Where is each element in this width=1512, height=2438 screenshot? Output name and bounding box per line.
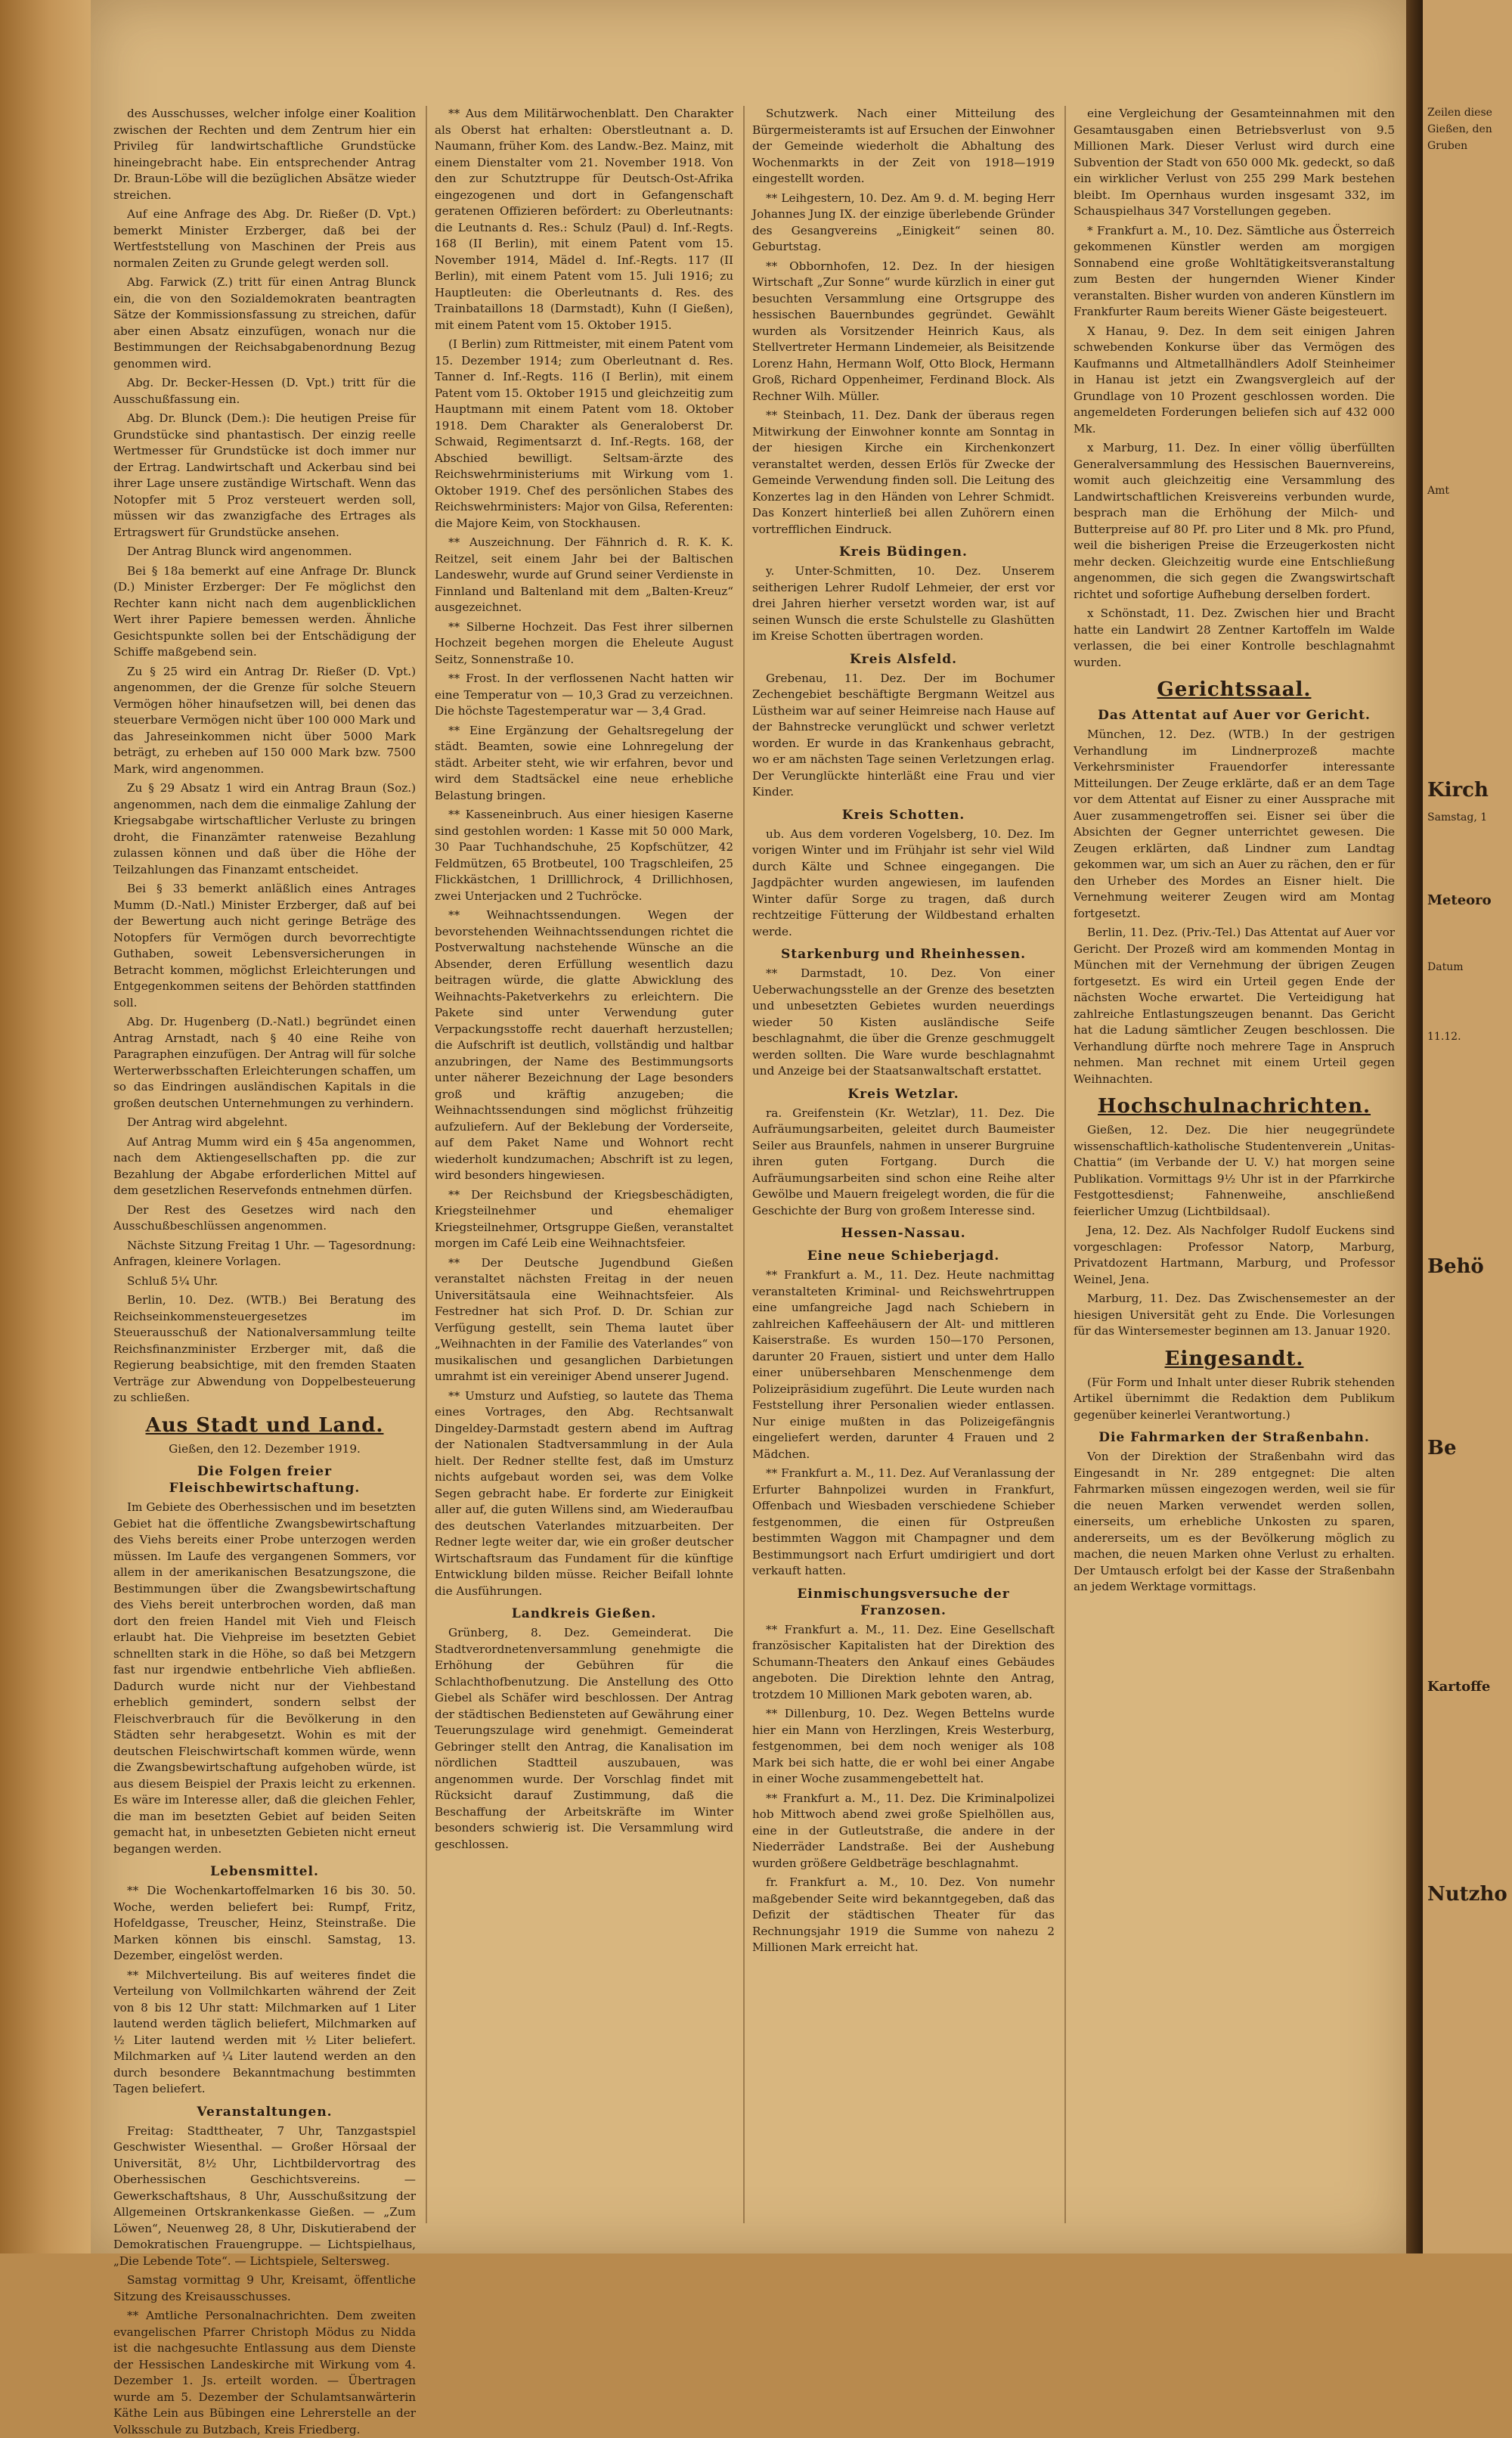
article-paragraph: ** Der Deutsche Jugendbund Gießen veranstaltet nächsten Freitag in der neuen Universitätsaula eine Weihnachtsfeier. Als Festredner hat sich Prof. D. Dr. Schian zur Verfügung gestellt, sein Thema lautet über „Weihnachten in der Familie des Vaterlandes“ von musikalischen und gesanglichen Darbietungen umrahmt ist ein vereiniger Abend unserer Jugend. [435, 1255, 733, 1383]
article-paragraph: Schluß 5¼ Uhr. [127, 1273, 218, 1288]
column-2 [435, 106, 733, 2223]
article-heading: Die Folgen freier Fleischbewirtschaftung. [169, 1464, 361, 1496]
article-paragraph: Von der Direktion der Straßenbahn wird das Eingesandt in Nr. 289 entgegnet: Die alten Fahrmarken müssen eingezogen werden, weil sie für die neuen Marken verwendet werden sollen, einerseits, um erhebliche Unkosten zu sparen, andererseits, um es der Bevölkerung möglich zu machen, die neuen Marken ohne Verlust zu erhalten. Der Umtausch erfolgt bei der Kasse der Straßenbahn an jedem Werktage vormittags. [1074, 1450, 1395, 1593]
article-heading: Kreis Büdingen. [839, 544, 968, 560]
column-rule [1064, 106, 1066, 2223]
article-paragraph: Auf eine Anfrage des Abg. Dr. Rießer (D. Vpt.) bemerkt Minister Erzberger, daß bei der Wertfeststellung von Maschinen der Preis aus normalen Zeiten zu Grunde gelegt werden soll. [113, 207, 416, 270]
article-paragraph: ** Frankfurt a. M., 11. Dez. Auf Veranlassung der Erfurter Bahnpolizei wurden in Frankfurt, Offenbach und Wiesbaden verschiedene Schieber festgenommen, die einen für Ostpreußen bestimmten Waggon mit Champagner und dem Bestimmungsort nach Erfurt umdirigiert und dort verkauft hatten. [752, 1466, 1055, 1577]
column-4 [1074, 106, 1395, 2223]
fragment-text: Amt [1427, 485, 1450, 497]
article-paragraph: ** Eine Ergänzung der Gehaltsregelung der städt. Beamten, sowie eine Lohnregelung der städt. Arbeiter steht, wie wir erfahren, bevor und wird dem Stadtsäckel eine neue erhebliche Belastung bringen. [435, 723, 733, 802]
section-heading-eingesandt: Eingesandt. [1164, 1347, 1304, 1370]
article-paragraph: Bei § 18a bemerkt auf eine Anfrage Dr. Blunck (D.) Minister Erzberger: Der Fe möglichst den Rechter kann nicht nach dem augenblicklichen Wert ihrer Papiere bemessen werden. Ähnliche Gesichtspunkte sollen bei der Entschädigung der Schiffe maßgebend sein. [113, 563, 416, 659]
article-paragraph: Jena, 12. Dez. Als Nachfolger Rudolf Euckens sind vorgeschlagen: Professor Natorp, Marburg, Privatdozent Hartmann, Marburg, und Professor Weinel, Jena. [1074, 1224, 1395, 1286]
article-paragraph: ** Frost. In der verflossenen Nacht hatten wir eine Temperatur von — 10,3 Grad zu verzeichnen. Die höchste Tagestemperatur war — 3,4 Grad. [435, 672, 733, 718]
article-paragraph: ** Frankfurt a. M., 11. Dez. Die Kriminalpolizei hob Mittwoch abend zwei große Spielhöllen aus, eine in der Gutleutstraße, die andere in der Niederräder Landstraße. Bei der Aushebung wurden größere Geldbeträge beschlagnahmt. [752, 1791, 1055, 1870]
column-rule [743, 106, 745, 2223]
article-paragraph: ** Obbornhofen, 12. Dez. In der hiesigen Wirtschaft „Zur Sonne“ wurde kürzlich in einer gut besuchten Versammlung eine Ortsgruppe des hessischen Bauernbundes gegründet. Gewählt wurden als Vorsitzender Heinrich Kaus, als Stellvertreter Hermann Lindemeier, als Beisitzende Lorenz Hahn, Hermann Wolf, Otto Block, Hermann Groß, Richard Oppenheimer, Ferdinand Block. Als Rechner Wilh. Müller. [752, 259, 1055, 403]
fragment-heading: Kartoffe [1427, 1679, 1491, 1695]
article-paragraph: Der Antrag wird abgelehnt. [127, 1115, 288, 1129]
article-heading: Das Attentat auf Auer vor Gericht. [1098, 708, 1371, 723]
article-heading: Hessen-Nassau. [841, 1226, 966, 1241]
article-heading: Eine neue Schieberjagd. [807, 1248, 1000, 1264]
article-paragraph: ** Silberne Hochzeit. Das Fest ihrer silbernen Hochzeit begehen morgen die Eheleute August Seitz, Sonnenstraße 10. [435, 619, 733, 666]
article-paragraph: x Schönstadt, 11. Dez. Zwischen hier und Bracht hatte ein Landwirt 28 Zentner Kartoffeln im Walde verlassen, die bei einer Kontrolle beschlagnahmt wurden. [1074, 606, 1395, 669]
article-paragraph: ** Darmstadt, 10. Dez. Von einer Ueberwachungsstelle an der Grenze des besetzten und unbesetzten Gebietes wurden neuerdings wieder 50 Kisten ausländische Seife beschlagnahmt, die über die Grenze geschmuggelt werden sollten. Die Ware wurde beschlagnahmt und Anzeige bei der Staatsanwaltschaft erstattet. [752, 966, 1055, 1078]
article-paragraph: Bei § 33 bemerkt anläßlich eines Antrages Mumm (D.-Natl.) Minister Erzberger, daß auf bei der Bewertung auch nicht geringe Beträge des Notopfers für Vermögen durch bevorrechtigte Guthaben, soweit Lebensversicherungen in Betracht kommen, möglichst Erleichterungen und Entgegenkommen seitens der Behörden stattfinden soll. [113, 882, 416, 1010]
left-page-edge [0, 0, 91, 2253]
article-paragraph: des Ausschusses, welcher infolge einer Koalition zwischen der Rechten und dem Zentrum hier ein Privileg für landwirtschaftliche Grundstücke hineingebracht habe. Ein entsprechender Antrag Dr. Braun-Löbe will die bezüglichen Absätze wieder streichen. [113, 107, 416, 202]
article-paragraph: (I Berlin) zum Rittmeister, mit einem Patent vom 15. Dezember 1914; zum Oberleutnant d. Res. Tanner d. Inf.-Regts. 116 (I Berlin), mit einem Patent vom 15. Oktober 1915 und gleichzeitig zum Hauptmann mit einem Patent vom 18. Oktober 1918. Dem Charakter als Generaloberst Dr. Schwaid, Regimentsarzt d. Inf.-Regts. 168, der Abschied bewilligt. Seltsam-ärzte des Reichswehrministeriums mit Wirkung vom 1. Oktober 1919. Chef des persönlichen Stabes des Reichswehrministers: Major von Gilsa, Referenten: die Majore Keim, von Stockhausen. [435, 337, 733, 530]
article-paragraph: ** Frankfurt a. M., 11. Dez. Heute nachmittag veranstalteten Kriminal- und Reichswehrtruppen eine umfangreiche Jagd nach Schiebern in zahlreichen Kaffeehäusern der Alt- und mittleren Kaiserstraße. Es wurden 150—170 Personen, darunter 20 Frauen, sistiert und unter dem Hallo einer unübersehbaren Menschenmenge dem Polizeipräsidium zugeführt. Die Leute wurden nach Feststellung ihrer Personalien wieder entlassen. Nur einige mußten in das Polizeigefängnis eingeliefert werden, darunter 4 Frauen und 2 Mädchen. [752, 1268, 1055, 1461]
article-paragraph: y. Unter-Schmitten, 10. Dez. Unserem seitherigen Lehrer Rudolf Lehmeier, der erst vor drei Jahren hierher versetzt worden war, ist auf seinen Wunsch die erste Schulstelle zu Glashütten im Kreise Schotten übertragen worden. [752, 564, 1055, 643]
fragment-text: Gießen, den [1427, 123, 1492, 135]
article-paragraph: ** Die Wochenkartoffelmarken 16 bis 30. 50. Woche, werden beliefert bei: Rumpf, Fritz, Hofeldgasse, Treuscher, Heinz, Steinstraße. Die Marken können bis einschl. Samstag, 13. Dezember, eingelöst werden. [113, 1884, 416, 1962]
article-paragraph: ** Kasseneinbruch. Aus einer hiesigen Kaserne sind gestohlen worden: 1 Kasse mit 50 000 Mark, 30 Paar Tuchhandschuhe, 25 Kopfschützer, 42 Feldmützen, 65 Brotbeutel, 100 Tragschleifen, 25 Flickkästchen, 1 Drilllichrock, 4 Drillichhosen, zwei Unterjacken und 2 Tuchröcke. [435, 808, 733, 903]
article-paragraph: Samstag vormittag 9 Uhr, Kreisamt, öffentliche Sitzung des Kreisausschusses. [113, 2273, 416, 2303]
article-paragraph: ** Leihgestern, 10. Dez. Am 9. d. M. beging Herr Johannes Jung IX. der einzige überlebende Gründer des Gesangvereins „Einigkeit“ seinen 80. Geburtstag. [752, 191, 1055, 253]
article-paragraph: Gießen, 12. Dez. Die hier neugegründete wissenschaftlich-katholische Studentenverein „Unitas-Chattia“ (im Verbande der U. V.) hat morgen seine Publikation. Vormittags 9½ Uhr ist in der Pfarrkirche Festgottesdienst; Fahnenweihe, anschließend feierlicher Umzug (Lichtbildsaal). [1074, 1123, 1395, 1218]
article-paragraph: * Frankfurt a. M., 10. Dez. Sämtliche aus Österreich gekommenen Künstler werden am morgigen Sonnabend eine große Wohltätigkeitsveranstaltung zum Besten der hungernden Wiener Kinder veranstalten. Bisher wurden von anderen Künstlern im Frankfurter Raum bereits Wiener Gäste beigesteuert. [1074, 223, 1395, 318]
article-paragraph: Abg. Farwick (Z.) tritt für einen Antrag Blunck ein, die von den Sozialdemokraten beantragten Sätze der Kommissionsfassung zu streichen, dafür aber einen Absatz einzufügen, wonach nur die Bestimmungen der Reichsabgabenordnung Bezug genommen wird. [113, 275, 416, 371]
article-paragraph: ** Steinbach, 11. Dez. Dank der überaus regen Mitwirkung der Einwohner konnte am Sonntag in der hiesigen Kirche ein Kirchenkonzert veranstaltet werden, dessen Erlös für Zwecke der Gemeinde Verwendung finden soll. Die Leitung des Konzertes lag in den Händen von Lehrer Schmidt. Das Konzert hinterließ bei allen Zuhörern einen vortrefflichen Eindruck. [752, 408, 1055, 536]
article-paragraph: Abg. Dr. Blunck (Dem.): Die heutigen Preise für Grundstücke sind phantastisch. Der einzig reelle Wertmesser für Grundstücke ist doch immer nur der Ertrag. Landwirtschaft und Ackerbau sind bei ihrer Lage unsere zuständige Wirtschaft. Wenn das Notopfer mit 5 Proz versteuert werden soll, müssen wir das zwanzigfache des Ertrages als Ertragswert für Grundstücke ansehen. [113, 411, 416, 539]
article-paragraph: ** Amtliche Personalnachrichten. Dem zweiten evangelischen Pfarrer Christoph Mödus zu Nidda ist die nachgesuchte Entlassung aus dem Dienste der Hessischen Landeskirche mit Wirkung vom 4. Dezember 1. Js. erteilt worden. — Übertragen wurde am 5. Dezember der Schulamtsanwärterin Käthe Lein aus Bübingen eine Lehrerstelle an der Volksschule zu Butzbach, Kreis Friedberg. [113, 2309, 416, 2436]
article-heading: Die Fahrmarken der Straßenbahn. [1098, 1430, 1370, 1445]
fragment-heading: Meteoro [1427, 892, 1492, 908]
article-heading: Einmischungsversuche der Franzosen. [797, 1586, 1010, 1618]
article-paragraph: x Marburg, 11. Dez. In einer völlig überfüllten Generalversammlung des Hessischen Bauernvereins, womit auch gleichzeitig eine Versammlung des Landwirtschaftlichen Kreisvereins verbunden wurde, besprach man die Erhöhung der Milch- und Butterpreise auf 80 Pf. pro Liter und 8 Mk. pro Pfund, weil die bisherigen Preise die Erzeugerkosten nicht mehr decken. Gleichzeitig wurde eine Entschließung angenommen, die sich gegen die Zwangswirtschaft richtet und sofortige Aufhebung derselben fordert. [1074, 441, 1395, 601]
column-1 [113, 106, 416, 2436]
article-paragraph: Im Gebiete des Oberhessischen und im besetzten Gebiet hat die öffentliche Zwangsbewirtschaftung des Viehs bereits einer Probe unterzogen werden müssen. Im Laufe des vergangenen Sommers, vor allem in der amerikanischen Besatzungszone, die Bestimmungen über die Zwangsbewirtschaftung des Viehs bereit unterbrochen worden, daß man dort den freien Handel mit Vieh und Fleisch erlaubt hat. Die Viehpreise im besetzten Gebiet schnellten stark in die Höhe, so daß bei Metzgern fast nur irgendwie entbehrliche Vieh abfließen. Dadurch wurde nicht nur der Viehbestand erheblich gemindert, sondern selbst der Fleischverbrauch für die Bevölkerung in den Städten sehr herabgesetzt. Wohin es mit der deutschen Fleischwirtschaft kommen würde, wenn die Zwangsbewirtschaftung aufgehoben würde, ist aus diesem Beispiel der Praxis leicht zu erkennen. Es wäre im Interesse aller, daß die gleichen Fehler, die man im besetzten Gebiet auf beiden Seiten gemacht hat, in unbesetzten Gebieten nicht erneut begangen werden. [113, 1500, 416, 1856]
section-heading-hochschulnachrichten: Hochschulnachrichten. [1097, 1095, 1371, 1118]
article-paragraph: Der Rest des Gesetzes wird nach den Ausschußbeschlüssen angenommen. [113, 1202, 416, 1233]
article-paragraph: fr. Frankfurt a. M., 10. Dez. Von numehr maßgebender Seite wird bekanntgegeben, daß das Defizit der städtischen Theater für das Rechnungsjahr 1919 die Summe von nahezu 2 Millionen Mark erreicht hat. [752, 1875, 1055, 1954]
article-paragraph: ** Dillenburg, 10. Dez. Wegen Bettelns wurde hier ein Mann von Herzlingen, Kreis Westerburg, festgenommen, bei dem noch weniger als 108 Mark bei sich hatte, die er wohl bei einer Angabe in einer Woche zusammengebettelt hat. [752, 1707, 1055, 1785]
section-heading-gerichtssaal: Gerichtssaal. [1157, 678, 1312, 701]
article-paragraph: Schutzwerk. Nach einer Mitteilung des Bürgermeisteramts ist auf Ersuchen der Einwohner der Gemeinde wiederholt die Abhaltung des Wochenmarkts in der Zeit von 1918—1919 eingestellt worden. [752, 107, 1055, 185]
article-paragraph: ** Milchverteilung. Bis auf weiteres findet die Verteilung von Vollmilchkarten während der Zeit von 8 bis 12 Uhr statt: Milchmarken auf 1 Liter lautend werden täglich beliefert, Milchmarken auf ½ Liter lautend werden mit ½ Liter beliefert. Milchmarken auf ¼ Liter lautend werden an den durch besondere Bekanntmachung bestimmten Tagen beliefert. [113, 1968, 416, 2095]
article-paragraph: Berlin, 11. Dez. (Priv.-Tel.) Das Attentat auf Auer vor Gericht. Der Prozeß wird am kommenden Montag in München mit der Vernehmung der übrigen Zeugen fortgesetzt. Es wird ein Urteil gegen Ende der nächsten Woche erwartet. Die Verteidigung hat zahlreiche Entlastungszeugen benannt. Das Gericht hat die Ladung sämtlicher Zeugen beschlossen. Die Verhandlung dürfte noch mehrere Tage in Anspruch nehmen. Man rechnet mit einem Urteil gegen Weihnachten. [1074, 926, 1395, 1086]
article-paragraph: ** Weihnachtssendungen. Wegen der bevorstehenden Weihnachtssendungen richtet die Postverwaltung nachstehende Wünsche an die Absender, deren Erfüllung wesentlich dazu beitragen würde, die glatte Abwicklung des Weihnachts-Paketverkehrs zu erleichtern. Die Pakete sind unter Verwendung guter Verpackungsstoffe recht dauerhaft herzustellen; die Aufschrift ist deutlich, vollständig und haltbar anzubringen, der Name des Bestimmungsorts unter näherer Bezeichnung der Lage besonders groß und kräftig anzugeben; die Weihnachtssendungen sind möglichst frühzeitig aufzuliefern. Auf der Beklebung der Vorderseite, auf dem Paket Name und Wohnort recht wiederholt kundzumachen; Abschrift ist zu legen, wird besonders hingewiesen. [435, 908, 733, 1182]
article-paragraph: ** Auszeichnung. Der Fähnrich d. R. K. K. Reitzel, seit einem Jahr bei der Baltischen Landeswehr, wurde auf Grund seiner Verdienste in Finnland und Baltenland mit dem „Balten-Kreuz“ ausgezeichnet. [435, 535, 733, 614]
article-heading: Starkenburg und Rheinhessen. [780, 947, 1027, 962]
fragment-heading: Nutzho [1427, 1883, 1507, 1906]
fragment-heading: Be [1427, 1437, 1457, 1459]
article-heading: Landkreis Gießen. [511, 1606, 657, 1621]
section-heading-stadt-und-land: Aus Stadt und Land. [145, 1413, 384, 1437]
article-heading: Veranstaltungen. [197, 2104, 333, 2120]
article-paragraph: Nächste Sitzung Freitag 1 Uhr. — Tagesordnung: Anfragen, kleinere Vorlagen. [113, 1238, 416, 1268]
article-paragraph: München, 12. Dez. (WTB.) In der gestrigen Verhandlung im Lindnerprozeß machte Verkehrsminister Frauendorfer interessante Mitteilungen. Der Zeuge erklärte, daß er an dem Tage vor dem Attentat auf Eisner zu einer Aussprache mit Auer zusammengetroffen sei. Eisner sei über die Absichten der Gegner unterrichtet gewesen. Die Zeugen erklärten, daß Lindner zum Landtag gekommen war, um sich an Auer zu rächen, den er für den Urheber des Mordes an Eisner hielt. Die Vernehmung weiterer Zeugen wird am Montag fortgesetzt. [1074, 727, 1395, 920]
article-paragraph: Der Antrag Blunck wird angenommen. [127, 544, 352, 558]
article-paragraph: eine Vergleichung der Gesamteinnahmen mit den Gesamtausgaben einen Betriebsverlust von 9.5 Millionen Mark. Dieser Verlust wird durch eine Subvention der Stadt von 650 000 Mk. gedeckt, so daß ein wirklicher Verlust von 255 299 Mark bestehen bleibt. Im Opernhaus wurden insgesamt 332, im Schauspielhaus 347 Vorstellungen gegeben. [1074, 107, 1395, 218]
article-paragraph: ra. Greifenstein (Kr. Wetzlar), 11. Dez. Die Aufräumungsarbeiten, geleitet durch Baumeister Seiler aus Braunfels, nahmen in unserer Burgruine ihren guten Fortgang. Durch die Aufräumungsarbeiten sind schon eine Reihe alter Gewölbe und Mauern freigelegt worden, die für die Geschichte der Burg von großem Interesse sind. [752, 1106, 1055, 1217]
fragment-heading: Kirch [1427, 779, 1489, 802]
fragment-text: Samstag, 1 [1427, 811, 1488, 824]
binding-shadow [1406, 0, 1423, 2253]
article-paragraph: Freitag: Stadttheater, 7 Uhr, Tanzgastspiel Geschwister Wiesenthal. — Großer Hörsaal der Universität, 8½ Uhr, Lichtbildervortrag des Oberhessischen Geschichtsvereins. — Gewerkschaftshaus, 8 Uhr, Ausschußsitzung der Allgemeinen Ortskrankenkasse Gießen. — „Zum Löwen“, Neuenweg 28, 8 Uhr, Diskutierabend der Demokratischen Frauengruppe. — Lichtspielhaus, „Die Lebende Tote“. — Lichtspiele, Seltersweg. [113, 2123, 416, 2268]
article-paragraph: Auf Antrag Mumm wird ein § 45a angenommen, nach dem Aktiengesellschaften pp. die zur Bezahlung der Abgabe erforderlichen Mittel auf dem gesetzlichen Reservefonds entnehmen dürfen. [113, 1134, 416, 1197]
article-paragraph: Abg. Dr. Hugenberg (D.-Natl.) begründet einen Antrag Arnstadt, nach § 40 eine Reihe von Paragraphen einzufügen. Der Antrag will für solche Werterwerbsschaften Erleichterungen schaffen, um so das Eindringen ausländischen Kapitals in die großen deutschen Unternehmungen zu verhindern. [113, 1015, 416, 1110]
article-paragraph: Grünberg, 8. Dez. Gemeinderat. Die Stadtverordnetenversammlung genehmigte die Erhöhung der Gebühren für die Schlachthofbenutzung. Die Anstellung des Otto Giebel als Schäfer wird beschlossen. Der Antrag der städtischen Bediensteten auf Gewährung einer Teuerungszulage wird genehmigt. Gemeinderat Gebringer stellt den Antrag, die Kanalisation im nördlichen Stadtteil auszubauen, was angenommen wurde. Der Vorschlag findet mit Rücksicht darauf Zustimmung, daß die Beschaffung der Arbeitskräfte im Winter besonders schwierig ist. Die Versammlung wird geschlossen. [435, 1626, 733, 1851]
fragment-text: Gruben [1427, 140, 1468, 152]
fragment-heading: Behö [1427, 1255, 1484, 1278]
adjacent-page-fragment [1423, 0, 1512, 2253]
dateline: Gießen, den 12. Dezember 1919. [169, 1441, 361, 1456]
column-rule [426, 106, 427, 2223]
column-3 [752, 106, 1055, 2223]
article-paragraph: ** Aus dem Militärwochenblatt. Den Charakter als Oberst hat erhalten: Oberstleutnant a. D. Naumann, früher Kom. des Landw.-Bez. Mainz, mit einem Dienstalter vom 21. November 1918. Von den zur Schutztruppe für Deutsch-Ost-Afrika eingezogenen und dort in Gefangenschaft geratenen Offizieren befördert: zu Oberleutnants: die Leutnants d. Res.: Schulz (Paul) d. Inf.-Regts. 168 (II Berlin), mit einem Patent vom 15. November 1914, Mädel d. Inf.-Regts. 117 (II Berlin), mit einem Patent vom 15. Juli 1916; zu Hauptleuten: die Oberleutnants d. Res. des Trainbataillons 18 (Darmstadt), Kuhn (I Gießen), mit einem Patent vom 15. Oktober 1915. [435, 107, 733, 332]
article-heading: Kreis Schotten. [841, 807, 965, 823]
article-paragraph: Abg. Dr. Becker-Hessen (D. Vpt.) tritt für die Ausschußfassung ein. [113, 376, 416, 406]
article-paragraph: Grebenau, 11. Dez. Der im Bochumer Zechengebiet beschäftigte Bergmann Weitzel aus Lüstheim war auf seiner Heimreise nach Hause auf der Bahnstrecke verunglückt und schwer verletzt worden. Er wurde in das Krankenhaus gebracht, wo er am nächsten Tage seinen Verletzungen erlag. Der Verunglückte hinterläßt eine Frau und vier Kinder. [752, 671, 1055, 799]
article-heading: Kreis Alsfeld. [849, 651, 958, 667]
article-heading: Lebensmittel. [210, 1864, 319, 1879]
article-paragraph: Zu § 25 wird ein Antrag Dr. Rießer (D. Vpt.) angenommen, der die Grenze für solche Steuern Vermögen höher hinaufsetzen will, bei denen das steuerbare Vermögen nicht über 100 000 Mark und das Jahreseinkommen nicht über 5000 Mark beträgt, zu erheben auf 150 000 Mark bzw. 7500 Mark, wird angenommen. [113, 664, 416, 776]
article-paragraph: ** Umsturz und Aufstieg, so lautete das Thema eines Vortrages, den Abg. Rechtsanwalt Dingeldey-Darmstadt gestern abend im Auftrag der Nationalen Stadtversammlung in der Aula hielt. Der Redner stellte fest, daß im Umsturz nichts aufgebaut worden sei, was dem Volke Segen gebracht habe. Er forderte zur Einigkeit aller auf, die guten Willens sind, am Wiederaufbau des deutschen Vaterlandes mitzuarbeiten. Der Redner legte weiter dar, wie ein großer deutscher Wirtschaftsraum das Fundament für die künftige Entwicklung bilden müsse. Reicher Beifall lohnte die Ausführungen. [435, 1388, 733, 1598]
article-paragraph: X Hanau, 9. Dez. In dem seit einigen Jahren schwebenden Konkurse über das Vermögen des Kaufmanns und Altmetallhändlers Adolf Steinheimer in Hanau ist jetzt ein Zwangsvergleich auf der Grundlage von 10 Prozent geschlossen worden. Die angemeldeten Forderungen beliefen sich auf 432 000 Mk. [1074, 324, 1395, 436]
article-paragraph: ** Frankfurt a. M., 11. Dez. Eine Gesellschaft französischer Kapitalisten hat der Direktion des Schumann-Theaters den Ankauf eines Gebäudes angeboten. Die Direktion lehnte den Antrag, trotzdem 10 Millionen Mark geboten waren, ab. [752, 1622, 1055, 1701]
article-paragraph: ub. Aus dem vorderen Vogelsberg, 10. Dez. Im vorigen Winter und im Frühjahr ist sehr viel Wild durch Kälte und Schnee eingegangen. Die Jagdpächter wurden angewiesen, im laufenden Winter dafür Sorge zu tragen, daß durch rechtzeitige Fütterung der Wildbestand erhalten werde. [752, 827, 1055, 938]
fragment-text: Zeilen diese [1427, 107, 1492, 119]
article-paragraph: ** Der Reichsbund der Kriegsbeschädigten, Kriegsteilnehmer und ehemaliger Kriegsteilnehmer, Ortsgruppe Gießen, veranstaltet morgen im Café Leib eine Weihnachtsfeier. [435, 1187, 733, 1250]
article-paragraph: Zu § 29 Absatz 1 wird ein Antrag Braun (Soz.) angenommen, nach dem die einmalige Zahlung der Kriegsabgabe wirtschaftlicher Verluste zu bringen droht, die Finanzämter ratenweise Bezahlung zulassen können und daß über die Höhe der Teilzahlungen das Finanzamt entscheidet. [113, 781, 416, 876]
article-paragraph: Marburg, 11. Dez. Das Zwischensemester an der hiesigen Universität geht zu Ende. Die Vorlesungen für das Wintersemester beginnen am 13. Januar 1920. [1074, 1292, 1395, 1338]
article-paragraph: (Für Form und Inhalt unter dieser Rubrik stehenden Artikel übernimmt die Redaktion dem Publikum gegenüber keinerlei Verantwortung.) [1074, 1375, 1395, 1422]
article-heading: Kreis Wetzlar. [847, 1086, 959, 1102]
fragment-text: Datum [1427, 961, 1464, 973]
fragment-text: 11.12. [1427, 1031, 1461, 1043]
article-paragraph: Berlin, 10. Dez. (WTB.) Bei Beratung des Reichseinkommensteuergesetzes im Steuerausschuß der Nationalversammlung teilte Reichsfinanzminister Erzberger mit, daß die Regierung beabsichtige, mit den fremden Staaten Verträge zur Abwendung von Doppelbesteuerung zu schließen. [113, 1293, 416, 1404]
